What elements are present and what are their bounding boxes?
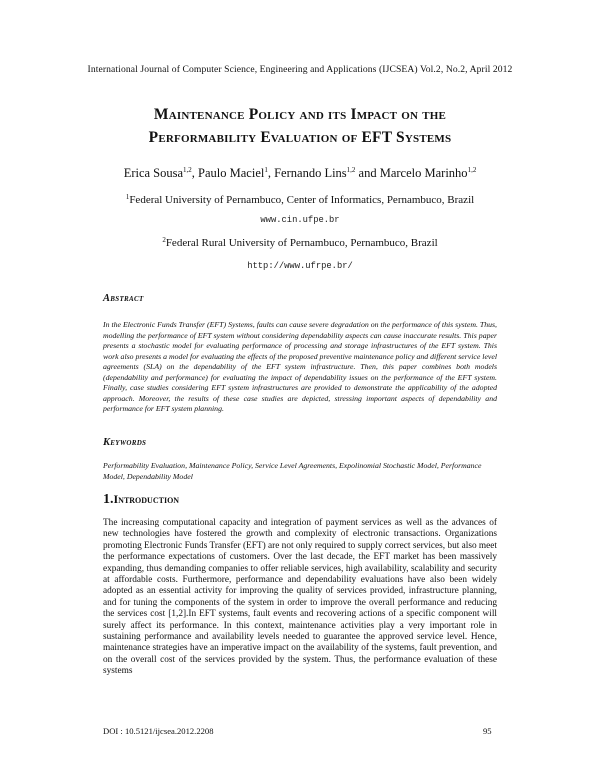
title-line-1: Maintenance Policy and its Impact on the <box>153 106 447 123</box>
author-affiliation-mark: 1,2 <box>183 166 192 174</box>
author-name: Fernando Lins <box>274 166 347 180</box>
affiliation-text: Federal Rural University of Pernambuco, Pernambuco, Brazil <box>165 237 438 249</box>
abstract-text: In the Electronic Funds Transfer (EFT) Systems, faults can cause severe degradation on the performance of this system. Thus, modelling the performance of EFT system without considering dependability aspects can cause inaccurate results. This paper presents a stochastic model for evaluating performance of processing and storage infrastructures of the EFT system. This work also presents a model for evaluating the effects of the proposed preventive maintenance policy and different service level agreements (SLA) on the dependability of the EFT system infrastructure. Then, this paper combines both models (dependability and performance) for evaluating the impact of dependability issues on the performance of the EFT system. Finally, case studies considering EFT system infrastructures are provided to demonstrate the applicability of the adopted approach. Moreover, the results of these case studies are depicted, stressing important aspects of dependability and performance for EFT system planning. <box>103 320 497 413</box>
title-line-2: Performability Evaluation of EFT Systems <box>148 129 452 146</box>
author-list: Erica Sousa$^{1,2}$, Paulo Maciel$^1$, Fernando Lins$^{1,2}$ and Marcelo Marinho$^{1,2}$ <box>123 166 477 180</box>
author-affiliation-mark: 1 <box>264 166 268 174</box>
affiliation-text: Federal University of Pernambuco, Center of Informatics, Pernambuco, Brazil <box>129 194 475 206</box>
keywords-text: Performability Evaluation, Maintenance Policy, Service Level Agreements, Expolinomial Stochastic Model, Performance Model, Dependability Model <box>103 461 482 481</box>
introduction-heading <box>103 492 179 508</box>
abstract-heading: Abstract <box>103 293 144 304</box>
affiliation-mark: 1 <box>125 193 130 201</box>
affiliation-1 <box>0 193 600 206</box>
introduction-text: The increasing computational capacity and integration of payment services as well as the advances of new technologies have fostered the growth and complexity of electronic transactions. Organizations promoting Electronic Funds Transfer (EFT) are not only required to supply correct services, but also meet the performance expectations of customers. Over the last decade, the EFT market has been massively expanding, thus demanding companies to offer reliable services, high availability, scalability and security at affordable costs. Furthermore, performance and dependability evaluations have also been widely adopted as an essential activity for improving the quality of services provided, infrastructure planning, and for tuning the components of the system in order to improve the overall performance and reducing the services cost [1,2].In EFT systems, fault events and recovering actions of a specific component will surely affect its performance. In this context, maintenance activities play a very important role in sustaining performance and availability levels needed to guarantee the approved service level. Hence, maintenance strategies have an imperative impact on the availability of the systems, fault prevention, and on the overall cost of the services provided by the system. Thus, the performance evaluation of these systems <box>103 518 497 677</box>
author-name: Paulo Maciel <box>198 166 265 180</box>
affiliation-2-url: http://www.ufrpe.br/ <box>247 261 353 271</box>
page-number: 95 <box>483 726 492 736</box>
doi-footer: DOI : 10.5121/ijcsea.2012.2208 <box>103 726 214 736</box>
affiliation-1-url: www.cin.ufpe.br <box>260 215 340 225</box>
author-affiliation-mark: 1,2 <box>467 166 477 174</box>
section-title: Introduction <box>113 492 180 506</box>
affiliation-2 <box>0 236 600 249</box>
affiliation-mark: 2 <box>162 236 166 244</box>
keywords-heading: Keywords <box>103 437 147 448</box>
paper-title <box>40 103 560 149</box>
author-name: Marcelo Marinho <box>379 166 468 180</box>
journal-header: International Journal of Computer Science, Engineering and Applications (IJCSEA) Vol.2, No.2, April 2012 <box>87 64 513 75</box>
author-affiliation-mark: 1,2 <box>346 166 356 174</box>
author-name: Erica Sousa <box>123 166 184 180</box>
section-number: 1. <box>103 492 114 507</box>
